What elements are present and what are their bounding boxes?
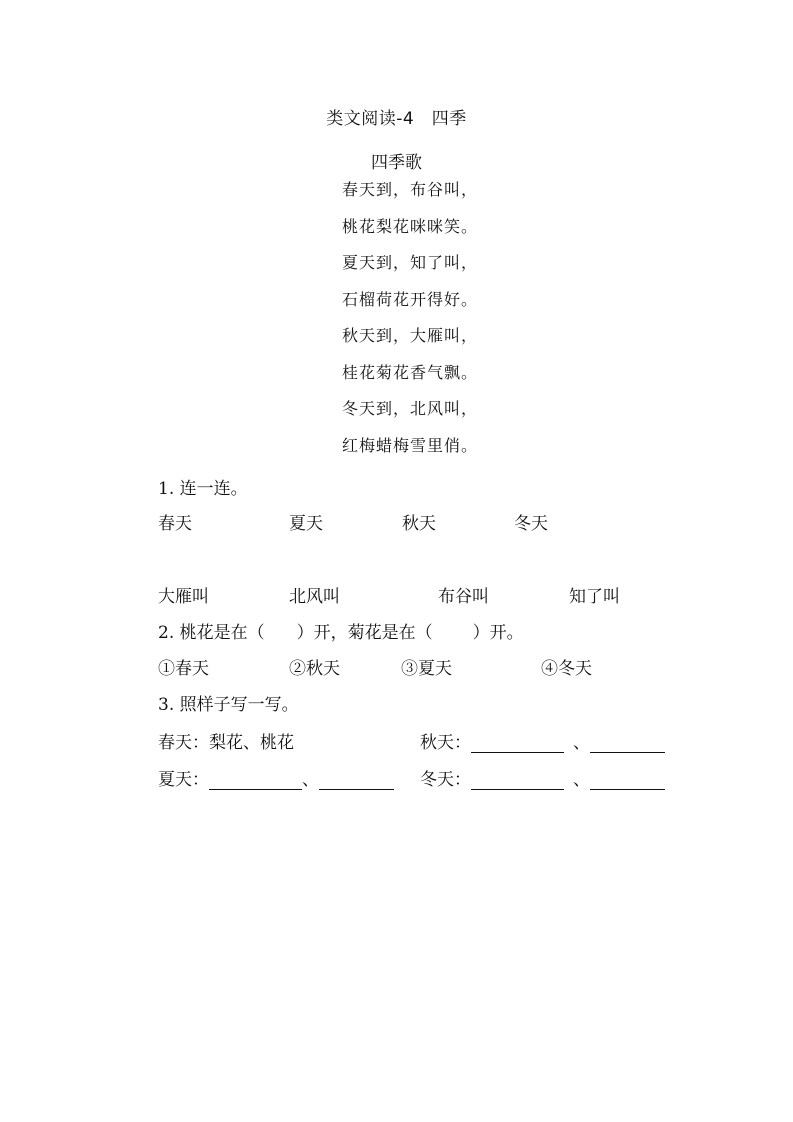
- q3-autumn-blank-2[interactable]: [590, 734, 665, 753]
- poem-body: [342, 180, 478, 472]
- q1-season-summer[interactable]: 夏天: [289, 514, 323, 534]
- q2-option-autumn: ②秋天: [289, 659, 340, 679]
- q3-winter-label: 冬天：: [420, 770, 471, 790]
- q3-summer-blank-2[interactable]: [319, 771, 394, 790]
- poem-line: 夏天到，知了叫，: [342, 253, 479, 272]
- q3-summer-blank-1[interactable]: [209, 771, 302, 790]
- q2-option-winter: ④冬天: [541, 659, 592, 679]
- q3-summer-sep: 、: [302, 770, 319, 790]
- poem-line: 桂花菊花香气飘。: [342, 362, 479, 382]
- q1-call-northwind[interactable]: 北风叫: [289, 587, 340, 607]
- q1-call-cuckoo[interactable]: 布谷叫: [438, 587, 489, 607]
- poem-line: 秋天到，大雁叫，: [342, 326, 479, 345]
- q1-season-spring[interactable]: 春天: [158, 514, 192, 534]
- q2-prompt-part-b: ）开，菊花是在（: [296, 623, 433, 643]
- q3-winter-sep: 、: [573, 770, 590, 790]
- q1-season-winter[interactable]: 冬天: [514, 514, 548, 534]
- question-2-prompt: [158, 618, 524, 643]
- q1-season-autumn[interactable]: 秋天: [402, 514, 436, 534]
- q3-autumn-blank-1[interactable]: [471, 734, 564, 753]
- poem-line: 春天到，布谷叫，: [342, 180, 479, 199]
- q2-prompt-part-a: 2. 桃花是在（: [158, 623, 265, 643]
- q1-call-geese[interactable]: 大雁叫: [158, 587, 209, 607]
- question-1-prompt: 1. 连一连。: [158, 479, 248, 499]
- q3-summer-row: [158, 765, 394, 790]
- q3-winter-blank-2[interactable]: [590, 771, 665, 790]
- q2-option-spring: ①春天: [158, 659, 209, 679]
- q3-autumn-label: 秋天：: [420, 733, 471, 753]
- q2-option-summer: ③夏天: [401, 659, 452, 679]
- poem-line: 冬天到，北风叫，: [342, 399, 479, 418]
- q1-call-cicada[interactable]: 知了叫: [569, 587, 620, 607]
- poem-title: 四季歌: [371, 153, 422, 173]
- q3-summer-label: 夏天：: [158, 770, 209, 790]
- question-3-prompt: 3. 照样子写一写。: [158, 695, 299, 715]
- q3-winter-row: [420, 765, 665, 790]
- poem-line: 红梅蜡梅雪里俏。: [342, 435, 479, 455]
- q3-autumn-sep: 、: [573, 733, 590, 753]
- poem-line: 桃花梨花咪咪笑。: [342, 216, 479, 236]
- q3-autumn-row: [420, 728, 665, 753]
- q3-example: 春天：梨花、桃花: [158, 733, 294, 753]
- q3-winter-blank-1[interactable]: [471, 771, 564, 790]
- page-title: 类文阅读-4 四季: [326, 109, 467, 129]
- poem-line: 石榴荷花开得好。: [342, 289, 479, 309]
- q2-prompt-part-c: ）开。: [472, 623, 524, 643]
